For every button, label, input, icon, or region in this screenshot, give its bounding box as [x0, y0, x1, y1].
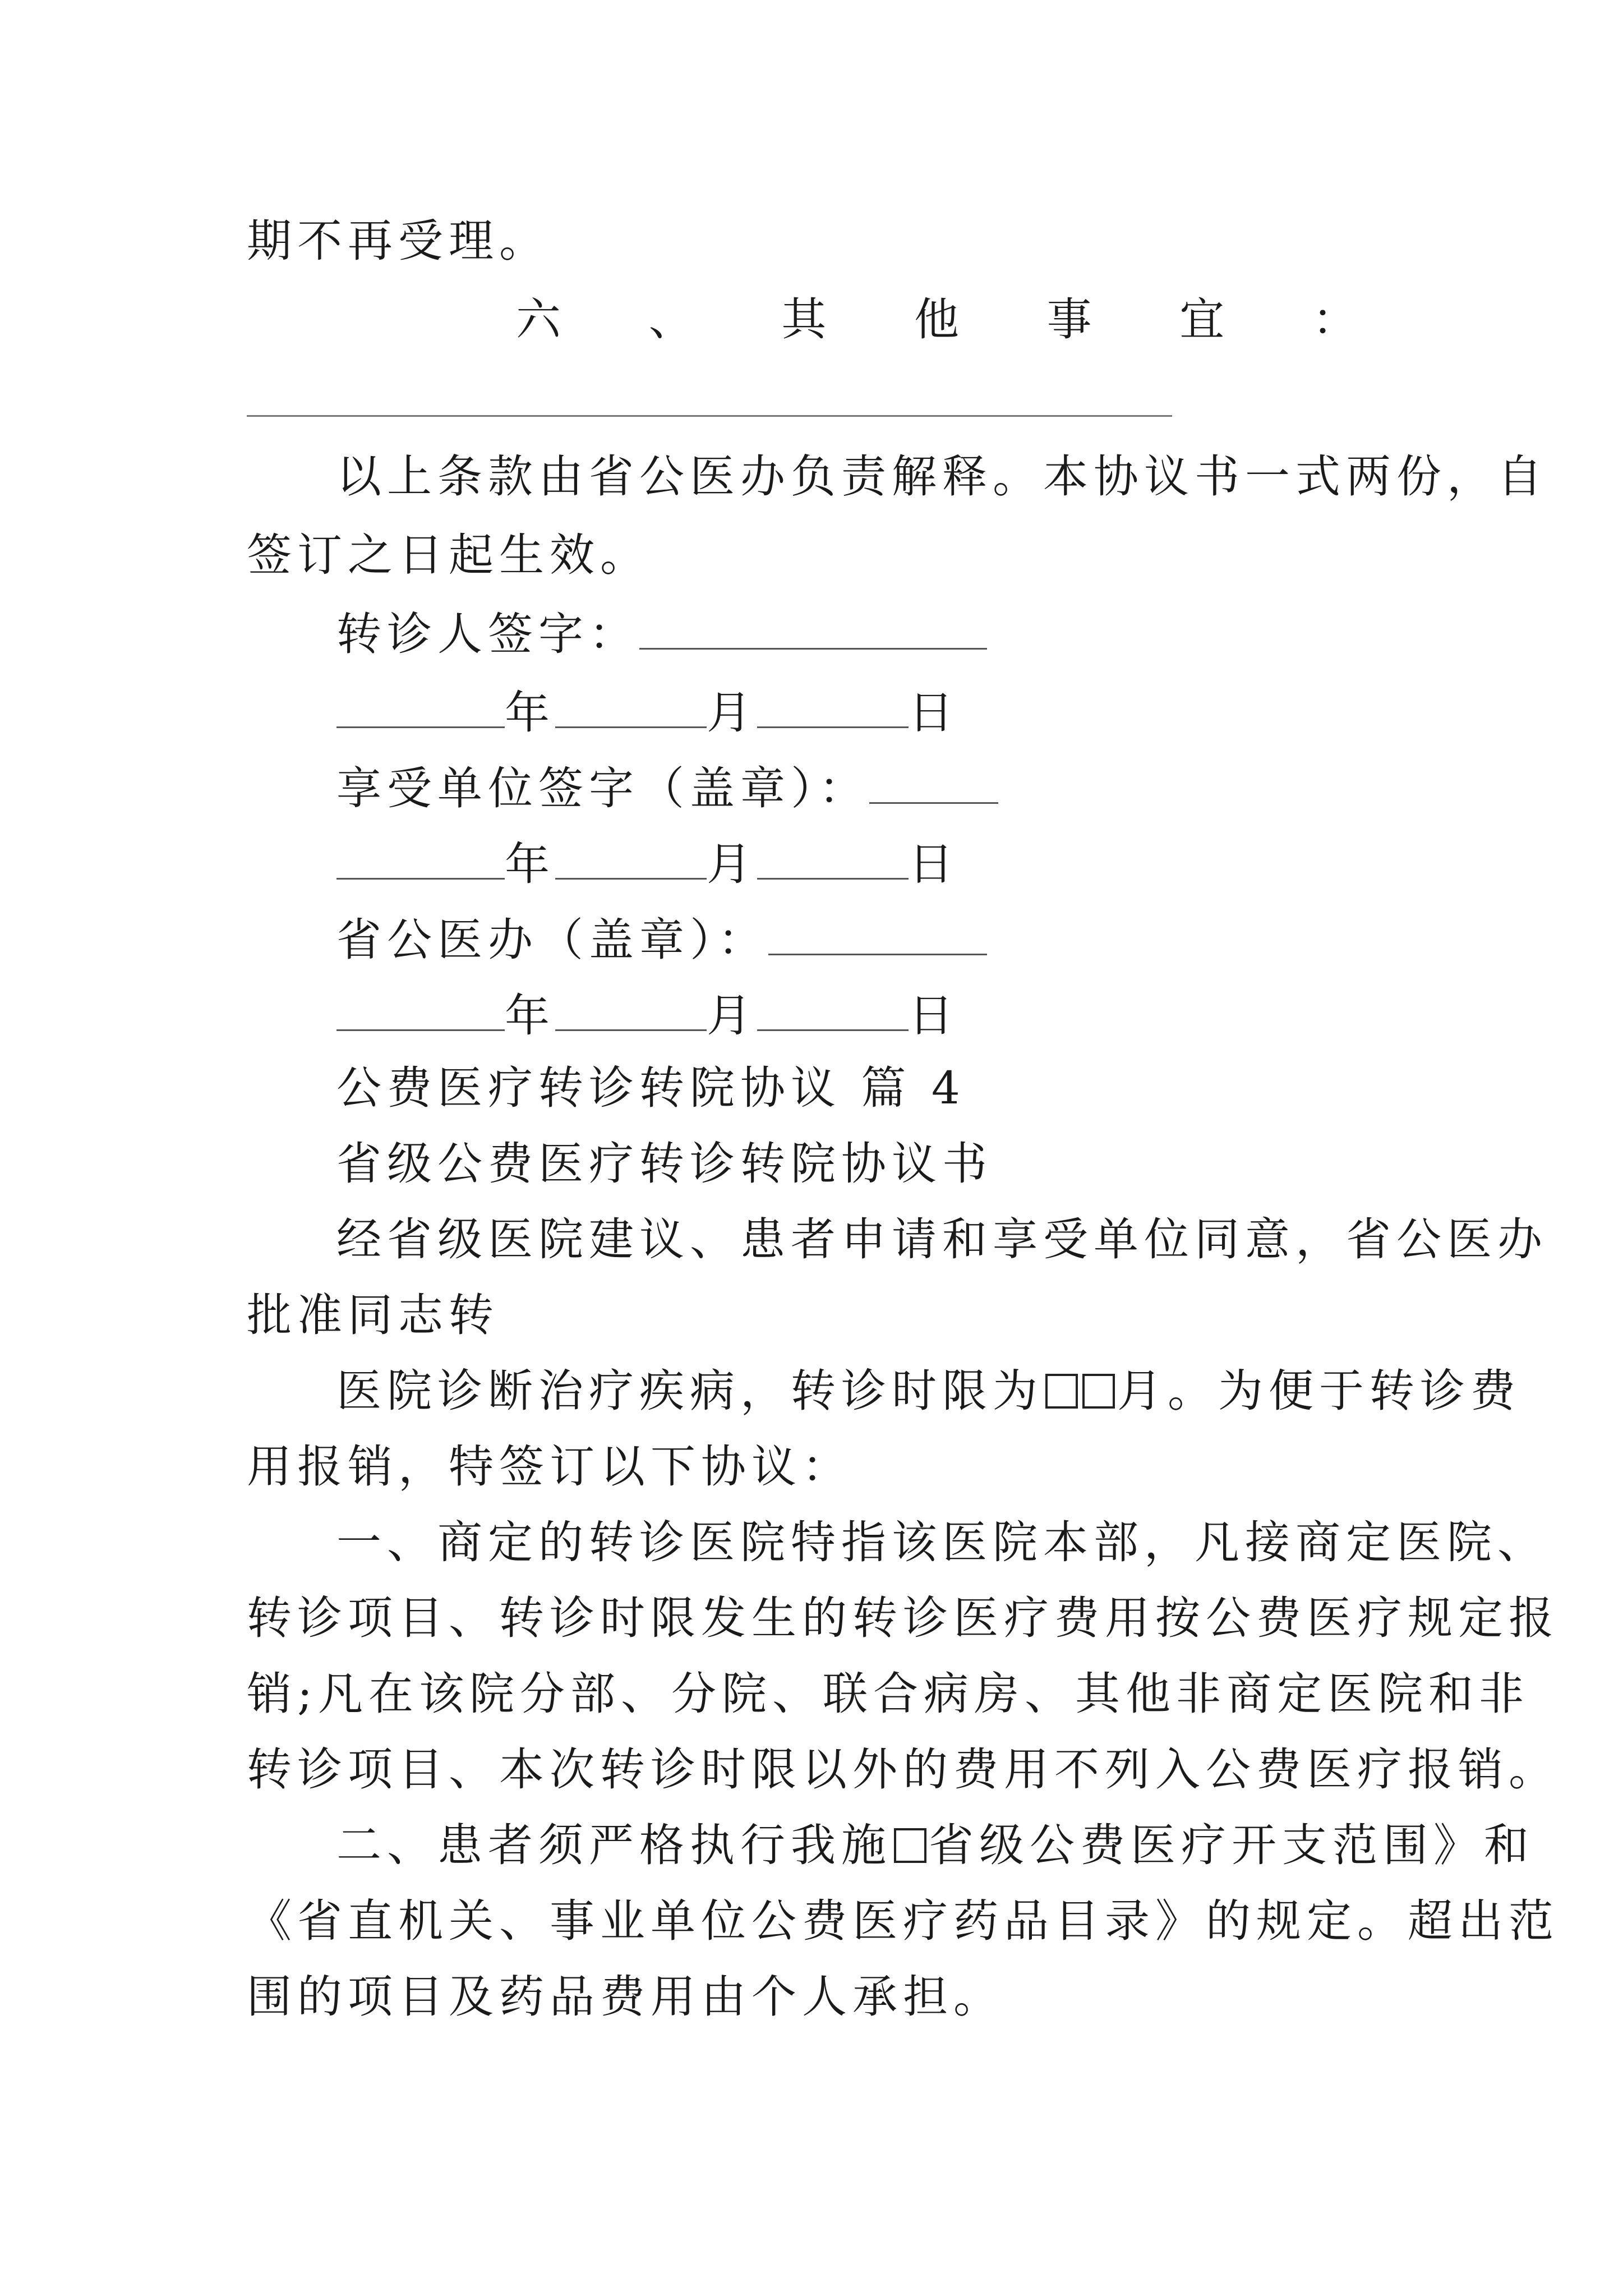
heading-char: 其	[781, 293, 827, 346]
month-label: 月	[707, 838, 757, 890]
diagnosis-paragraph-line: 用报销，特签订以下协议：	[247, 1441, 852, 1493]
day-blank	[757, 839, 909, 880]
interpretation-paragraph-line: 签订之日起生效。	[247, 529, 651, 581]
referrer-signature-label: 转诊人签字：	[336, 608, 639, 660]
clause-one-line: 转诊项目、转诊时限发生的转诊医疗费用按公费医疗规定报	[247, 1592, 1559, 1644]
clause-one-line: 一、商定的转诊医院特指该医院本部，凡接商定医院、	[336, 1516, 1548, 1568]
section-heading-six	[516, 293, 1357, 346]
office-signature-row	[336, 914, 987, 966]
clause-two-text-prefix: 二、患者须严格执行我施	[336, 1819, 892, 1871]
clause-two-line: 围的项目及药品费用由个人承担。	[247, 1971, 1004, 2023]
clause-two-line: 《省直机关、事业单位公费医疗药品目录》的规定。超出范	[247, 1895, 1559, 1947]
top-fragment-text: 期不再受理。	[247, 215, 550, 267]
intro-paragraph-line: 批准同志转	[247, 1289, 499, 1341]
day-blank	[757, 990, 909, 1031]
month-blank	[555, 839, 707, 880]
month-blank	[555, 990, 707, 1031]
referrer-date-row	[336, 687, 959, 739]
unit-date-row	[336, 838, 959, 890]
heading-char: 事	[1046, 293, 1092, 346]
clause-two-line	[336, 1819, 1534, 1871]
month-label: 月	[707, 990, 757, 1042]
month-blank	[555, 687, 707, 728]
heading-char: 宜	[1179, 293, 1225, 346]
clause-one-line: 转诊项目、本次转诊时限以外的费用不列入公费医疗报销。	[247, 1743, 1559, 1796]
year-label: 年	[505, 687, 555, 739]
year-blank	[336, 839, 505, 880]
year-label: 年	[505, 838, 555, 890]
diagnosis-paragraph-line	[336, 1365, 1521, 1417]
heading-char: 、	[648, 293, 694, 346]
placeholder-box-icon	[1082, 1374, 1115, 1409]
day-label: 日	[909, 990, 959, 1042]
heading-char: 他	[914, 293, 959, 346]
fill-in-rule	[247, 415, 1172, 417]
year-blank	[336, 990, 505, 1031]
clause-one-line: 销;凡在该院分部、分院、联合病房、其他非商定医院和非	[247, 1668, 1529, 1720]
section-title: 公费医疗转诊转院协议 篇 4	[336, 1062, 966, 1114]
unit-signature-blank	[869, 763, 998, 804]
month-label: 月	[707, 687, 757, 739]
day-blank	[757, 687, 909, 728]
referrer-signature-row	[336, 608, 987, 660]
placeholder-box-icon	[1045, 1374, 1078, 1409]
referrer-signature-blank	[639, 609, 987, 650]
interpretation-paragraph-line: 以上条款由省公医办负责解释。本协议书一式两份，自	[336, 450, 1548, 503]
unit-signature-label: 享受单位签字（盖章）：	[336, 762, 869, 815]
year-label: 年	[505, 990, 555, 1042]
heading-char: 六	[516, 293, 561, 346]
office-signature-blank	[768, 914, 987, 955]
intro-paragraph-line: 经省级医院建议、患者申请和享受单位同意，省公医办	[336, 1213, 1548, 1266]
year-blank	[336, 687, 505, 728]
document-title: 省级公费医疗转诊转院协议书	[336, 1138, 993, 1190]
office-date-row	[336, 990, 959, 1042]
unit-signature-row	[336, 762, 998, 815]
diagnosis-text-suffix: 月。为便于转诊费	[1117, 1365, 1521, 1417]
heading-char: ：	[1312, 293, 1357, 346]
day-label: 日	[909, 838, 959, 890]
office-signature-label: 省公医办（盖章）：	[336, 914, 768, 966]
clause-two-text-suffix: 省级公费医疗开支范围》和	[929, 1819, 1534, 1871]
day-label: 日	[909, 687, 959, 739]
diagnosis-text-prefix: 医院诊断治疗疾病，转诊时限为	[336, 1365, 1043, 1417]
placeholder-box-icon	[894, 1828, 926, 1863]
